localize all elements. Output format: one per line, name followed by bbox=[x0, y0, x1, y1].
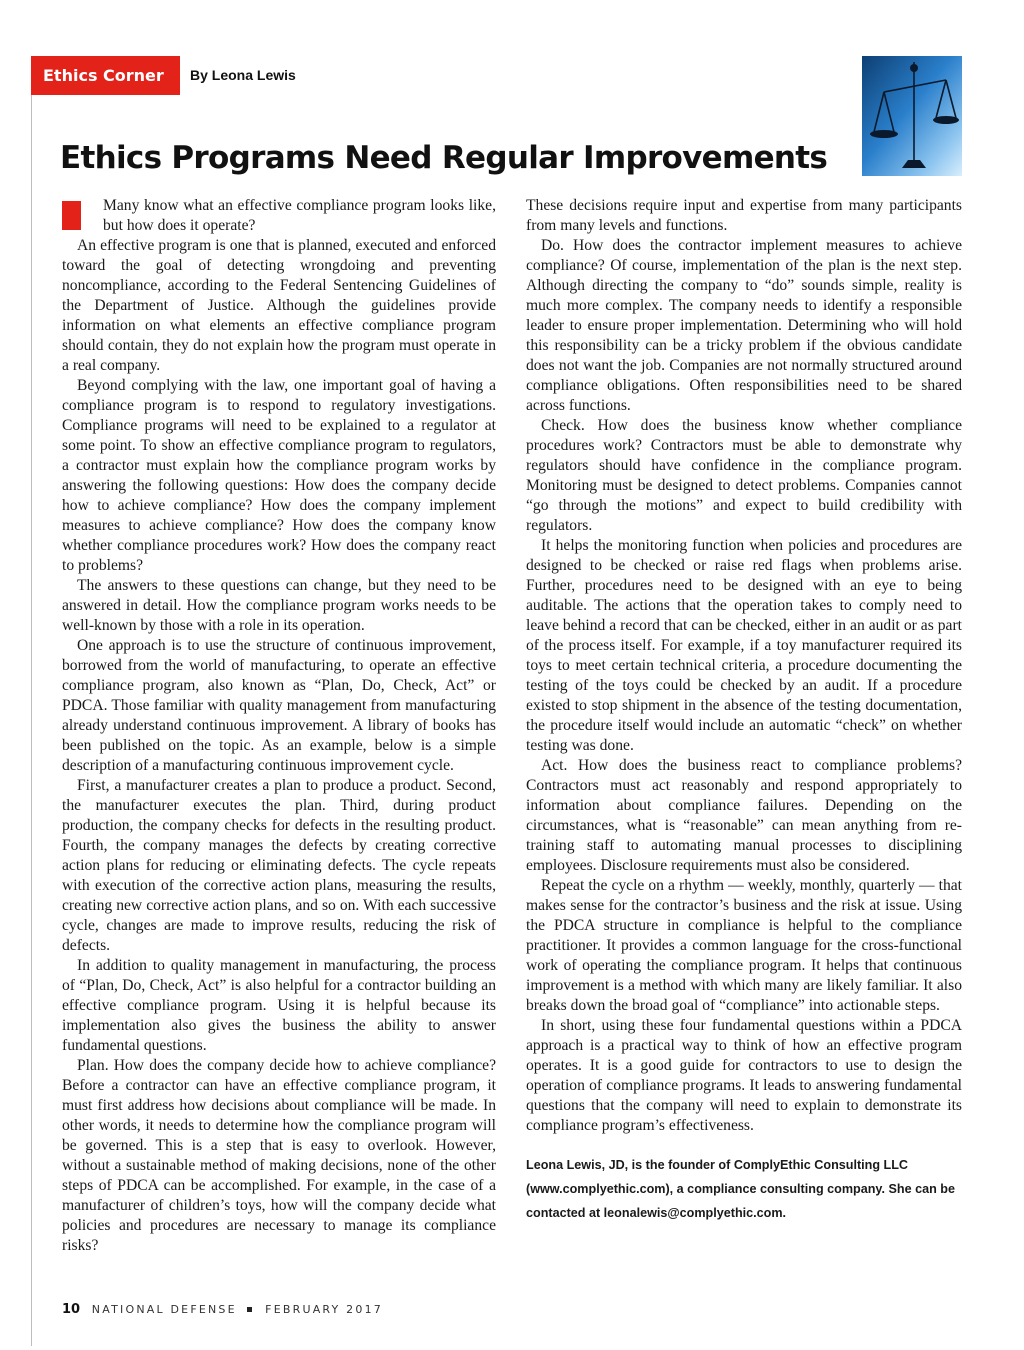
paragraph: The answers to these questions can change, but they need to be answered in detail. How the compliance program works needs to be well-known by those with a role in its operation. bbox=[62, 577, 496, 634]
paragraph: An effective program is one that is planned, executed and enforced toward the goal of detecting wrongdoing and preventing noncompliance, according to the Federal Sentencing Guidelines of the Department of Justice. Although the guidelines provide information on what elements an effective compliance program should contain, they do not explain how the program must operate in a real company. bbox=[62, 237, 496, 374]
paragraph: Do. How does the contractor implement measures to achieve compliance? Of course, implementation of the plan is the next step. Although directing the company to “do” sounds simple, reality is much more complex. The company needs to identify a responsible leader to ensure proper implementation. Determining who will hold this responsibility can be a tricky problem if the obvious candidate does not want the job. Companies are not normally structured around compliance obligations. Often responsibilities need to be shared across functions. bbox=[526, 237, 962, 414]
paragraph: These decisions require input and expertise from many participants from many levels and functions. bbox=[526, 197, 962, 234]
paragraph: Many know what an effective compliance program looks like, but how does it operate? bbox=[103, 197, 496, 234]
article-title: Ethics Programs Need Regular Improvements bbox=[60, 140, 828, 176]
paragraph: In addition to quality management in manufacturing, the process of “Plan, Do, Check, Act” is also helpful for a contractor building an effective compliance program. Using it is helpful because its implementation also gives the business the ability to answer fundamental questions. bbox=[62, 957, 496, 1054]
article-column-right bbox=[526, 196, 962, 1225]
paragraph: First, a manufacturer creates a plan to produce a product. Second, the manufacturer executes the plan. Third, during product production, the company checks for defects in the resulting product. Fourth, the company manages the defects by creating corrective action plans for reducing or eliminating defects. The cycle repeats with execution of the corrective action plans, measuring the results, creating new corrective action plans, and so on. With each successive cycle, changes are made to improve results, reducing the risk of defects. bbox=[62, 777, 496, 954]
issue-date: FEBRUARY 2017 bbox=[265, 1303, 383, 1316]
scales-of-justice-icon bbox=[862, 56, 962, 176]
byline: By Leona Lewis bbox=[190, 67, 296, 83]
page-margin-rule bbox=[31, 56, 32, 1346]
publication-name: NATIONAL DEFENSE bbox=[91, 1303, 237, 1316]
paragraph: Plan. How does the company decide how to achieve compliance? Before a contractor can have an effective compliance program, it must first address how decisions about compliance will be made. In other words, it needs to determine how the compliance program will be governed. This is a step that is easy to overlook. However, without a sustainable method of making decisions, none of the other steps of PDCA can be accomplished. For example, in the case of a manufacturer of children’s toys, how will the company decide what policies and procedures are necessary to manage its compliance risks? bbox=[62, 1057, 496, 1254]
section-tag: Ethics Corner bbox=[31, 56, 180, 95]
paragraph: In short, using these four fundamental questions within a PDCA approach is a practical way to think of how an effective program operates. It is a good guide for contractors to use to design the operation of compliance programs. It leads to answering fundamental questions that the company will need to explain to demonstrate its compliance program’s effectiveness. bbox=[526, 1017, 962, 1134]
paragraph: Repeat the cycle on a rhythm — weekly, monthly, quarterly — that makes sense for the contractor’s business and the risk at issue. Using the PDCA structure in compliance is helpful to the compliance practitioner. It provides a common language for the cross-functional work of operating the compliance program. It helps that continuous improvement is a method with which many are likely familiar. It also breaks down the broad goal of “compliance” into actionable steps. bbox=[526, 877, 962, 1014]
separator-square bbox=[247, 1307, 252, 1312]
article-column-left bbox=[62, 196, 496, 1256]
paragraph: Beyond complying with the law, one important goal of having a compliance program is to respond to regulatory investigations. Compliance programs will need to be explained to a regulator at some point. To show an effective compliance program to regulators, a contractor must explain how the compliance program works by answering the following questions: How does the company decide how to achieve compliance? How does the company implement measures to achieve compliance? How does the company know whether compliance procedures work? How does the company react to problems? bbox=[62, 377, 496, 574]
red-square-marker bbox=[62, 201, 81, 230]
paragraph: It helps the monitoring function when policies and procedures are designed to be checked or raise red flags when problems arise. Further, procedures need to be designed with an eye to being auditable. The actions that the operation takes to comply need to leave behind a record that can be checked, either in an audit or as part of the process itself. For example, if a toy manufacturer required its toys to meet certain technical criteria, a procedure documenting the testing of the toys could be checked by an audit. If a procedure existed to stop shipment in the absence of the testing documentation, the procedure itself would include an automatic “check” on whether testing was done. bbox=[526, 537, 962, 754]
author-bio: Leona Lewis, JD, is the founder of ComplyEthic Consulting LLC (www.complyethic.com), a compliance consulting company. She can be contacted at leonalewis@complyethic.com. bbox=[526, 1158, 955, 1220]
page-footer bbox=[62, 1302, 383, 1317]
paragraph: One approach is to use the structure of continuous improvement, borrowed from the world of manufacturing, to operate an effective compliance program, also known as “Plan, Do, Check, Act” or PDCA. Those familiar with quality management from manufacturing already understand continuous improvement. A library of books has been published on the topic. As an example, below is a simple description of a manufacturing continuous improvement cycle. bbox=[62, 637, 496, 774]
paragraph: Act. How does the business react to compliance problems? Contractors must act reasonably and respond appropriately to information about compliance failures. Depending on the circumstances, what is “reasonable” can mean anything from re-training staff to automating manual processes to disciplining employees. Disclosure requirements must also be considered. bbox=[526, 757, 962, 874]
paragraph: Check. How does the business know whether compliance procedures work? Contractors must be able to demonstrate why regulators should have confidence in the compliance program. Monitoring must be designed to detect problems. Companies cannot “go through the motions” and expect to build credibility with regulators. bbox=[526, 417, 962, 534]
page-number: 10 bbox=[62, 1302, 81, 1317]
